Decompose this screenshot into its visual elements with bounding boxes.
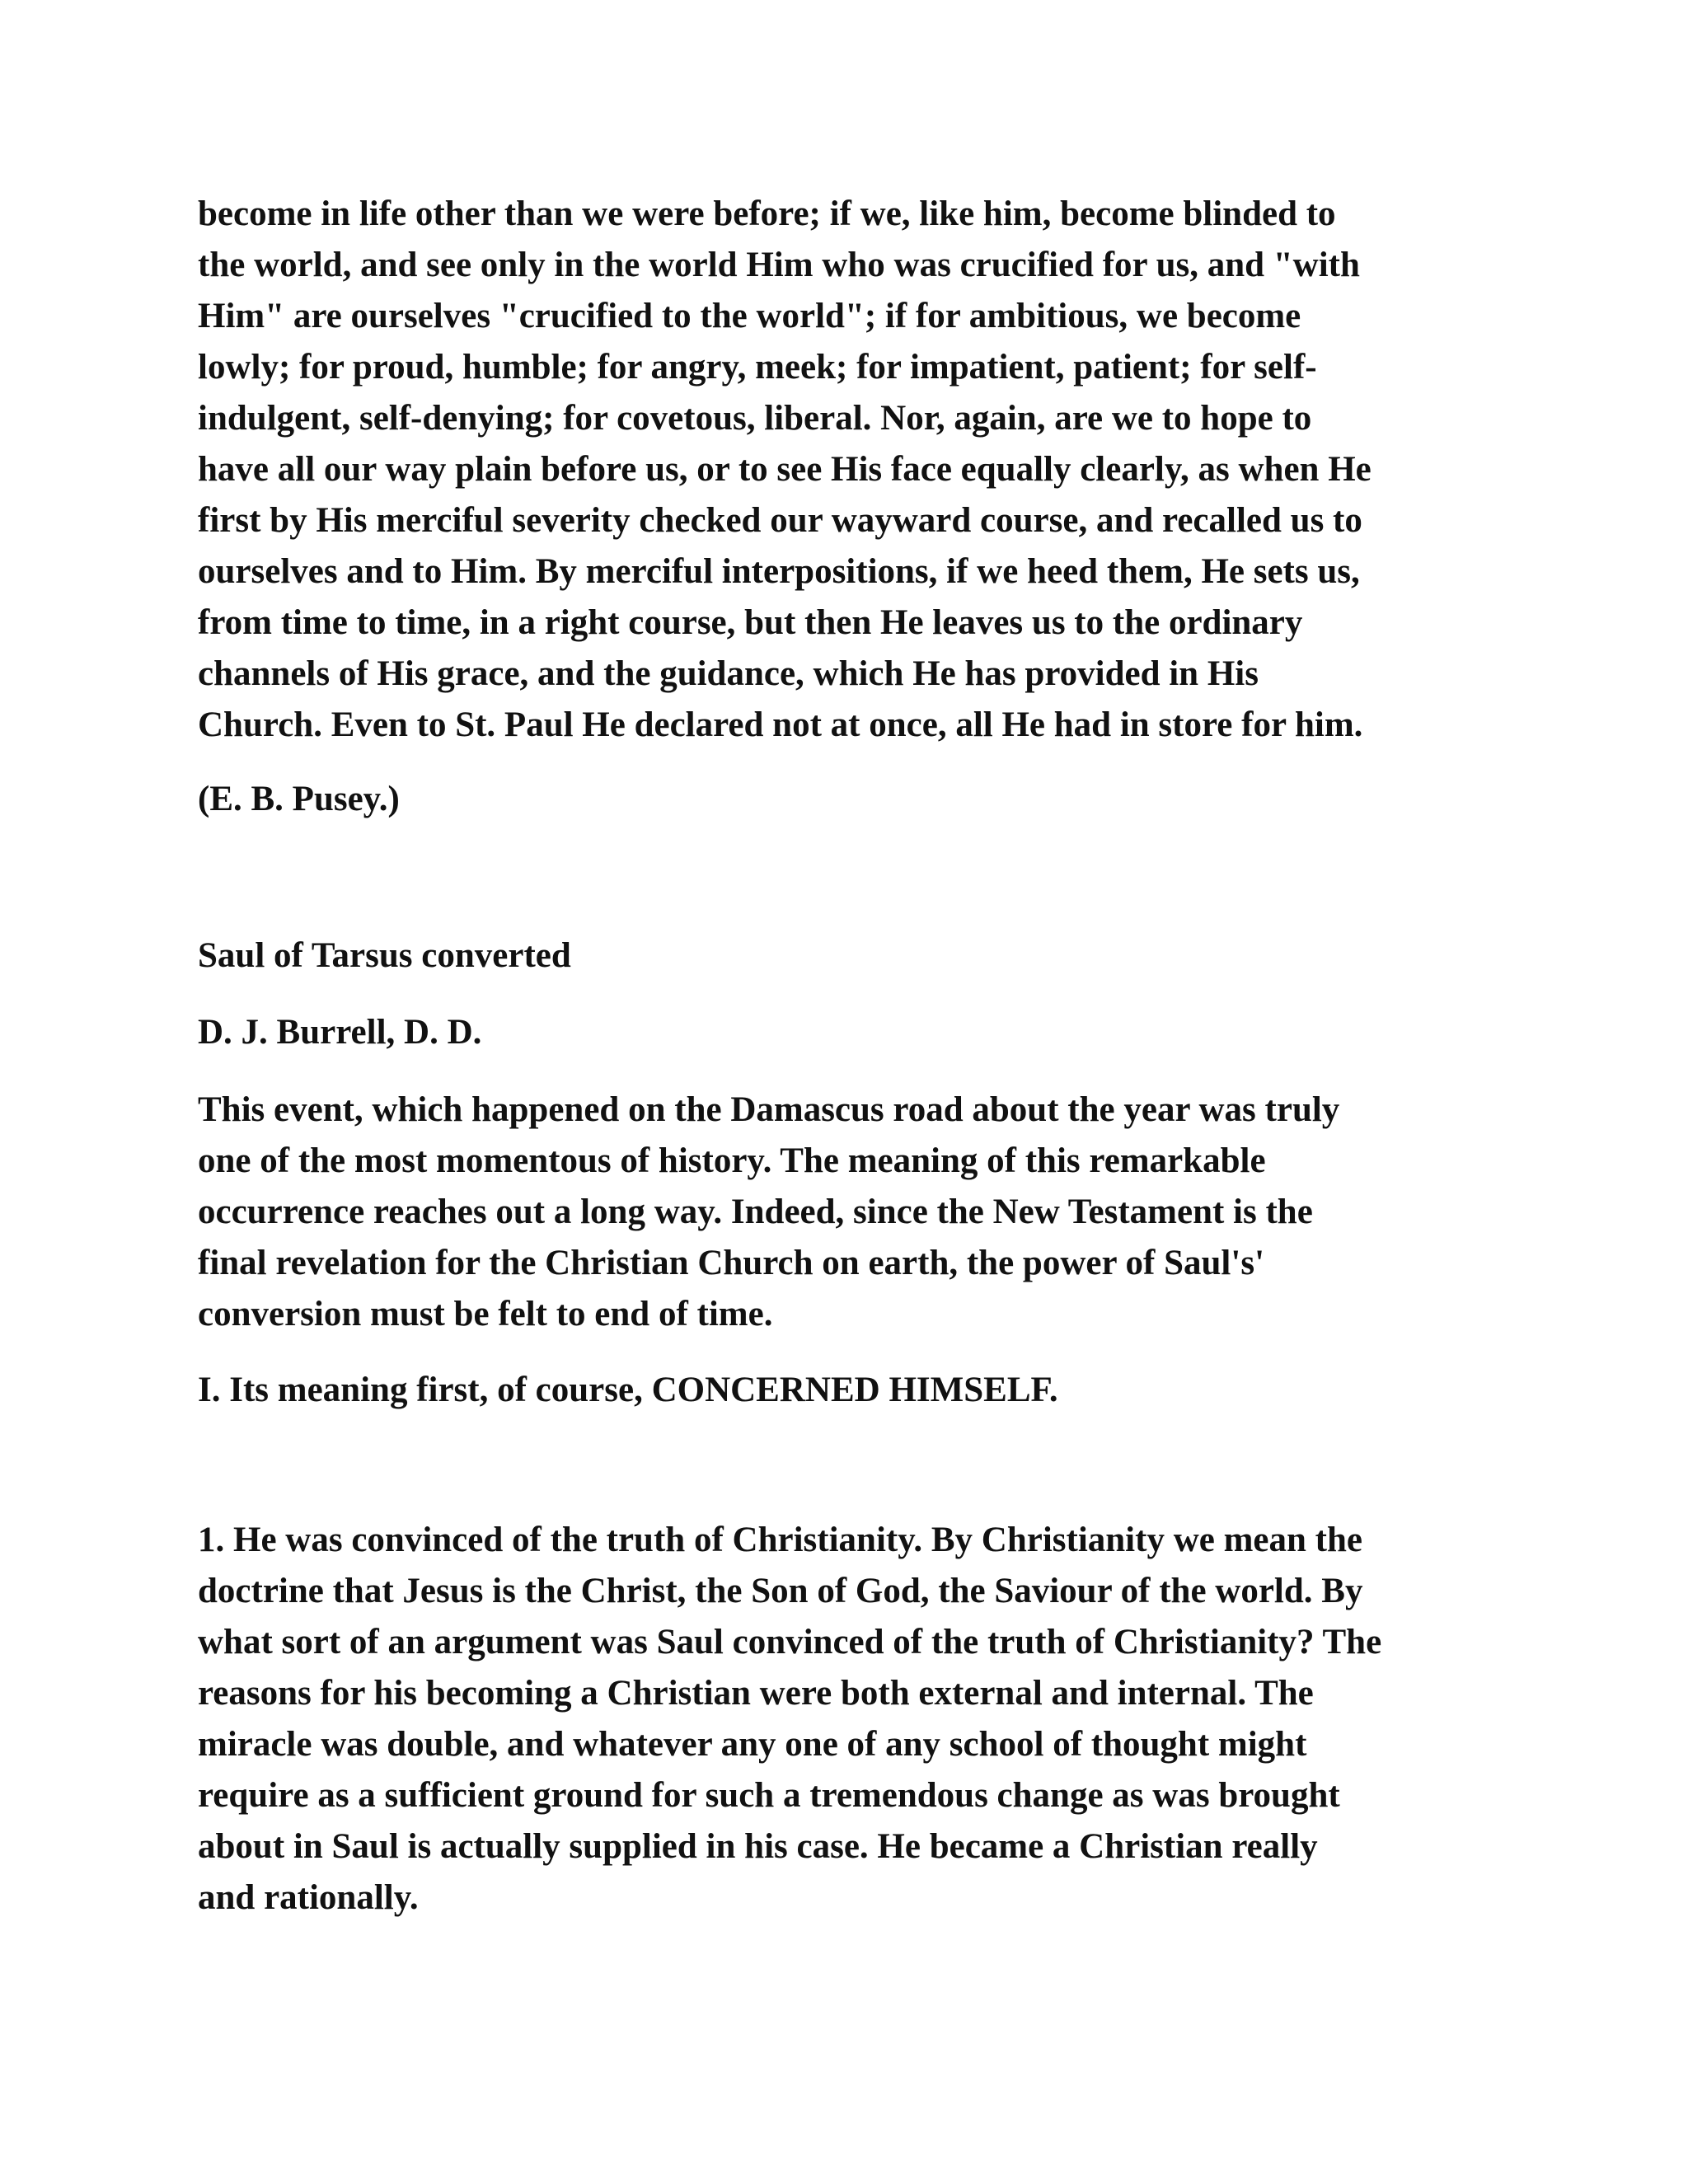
paragraph-3-line: doctrine that Jesus is the Christ, the Son of God, the Saviour of the world. By <box>198 1572 1363 1610</box>
paragraph-2-line: conversion must be felt to end of time. <box>198 1295 773 1333</box>
paragraph-3-line: about in Saul is actually supplied in his case. He became a Christian really <box>198 1827 1318 1866</box>
paragraph-1-line: first by His merciful severity checked our wayward course, and recalled us to <box>198 501 1362 540</box>
paragraph-3-line: what sort of an argument was Saul convinced of the truth of Christianity? The <box>198 1623 1382 1661</box>
paragraph-3-line: and rationally. <box>198 1878 419 1917</box>
paragraph-3-line: reasons for his becoming a Christian were both external and internal. The <box>198 1674 1314 1713</box>
paragraph-2-line: one of the most momentous of history. The meaning of this remarkable <box>198 1141 1266 1180</box>
paragraph-1-line: ourselves and to Him. By merciful interpositions, if we heed them, He sets us, <box>198 552 1360 591</box>
paragraph-2-line: This event, which happened on the Damascus road about the year was truly <box>198 1090 1340 1129</box>
paragraph-1-line: channels of His grace, and the guidance, which He has provided in His <box>198 654 1259 693</box>
paragraph-3-line: miracle was double, and whatever any one of any school of thought might <box>198 1725 1307 1764</box>
paragraph-1-line: Him" are ourselves "crucified to the world"; if for ambitious, we become <box>198 297 1301 335</box>
author-name: D. J. Burrell, D. D. <box>198 1013 482 1052</box>
attribution: (E. B. Pusey.) <box>198 780 400 818</box>
paragraph-2-line: final revelation for the Christian Church on earth, the power of Saul's' <box>198 1244 1265 1282</box>
paragraph-1-line: from time to time, in a right course, but then He leaves us to the ordinary <box>198 603 1303 642</box>
paragraph-1-line: indulgent, self-denying; for covetous, liberal. Nor, again, are we to hope to <box>198 399 1312 438</box>
paragraph-3-line: 1. He was convinced of the truth of Christianity. By Christianity we mean the <box>198 1521 1362 1559</box>
paragraph-1-line: the world, and see only in the world Him who was crucified for us, and "with <box>198 246 1360 284</box>
paragraph-2-line: occurrence reaches out a long way. Indeed, since the New Testament is the <box>198 1193 1313 1231</box>
paragraph-1-line: become in life other than we were before; if we, like him, become blinded to <box>198 194 1336 233</box>
paragraph-1-line: have all our way plain before us, or to see His face equally clearly, as when He <box>198 450 1372 489</box>
section-heading: I. Its meaning first, of course, CONCERNED HIMSELF. <box>198 1371 1058 1409</box>
paragraph-3-line: require as a sufficient ground for such a tremendous change as was brought <box>198 1776 1340 1815</box>
section-title: Saul of Tarsus converted <box>198 936 571 975</box>
paragraph-1-line: lowly; for proud, humble; for angry, meek; for impatient, patient; for self- <box>198 348 1317 387</box>
paragraph-1-line: Church. Even to St. Paul He declared not at once, all He had in store for him. <box>198 705 1363 744</box>
